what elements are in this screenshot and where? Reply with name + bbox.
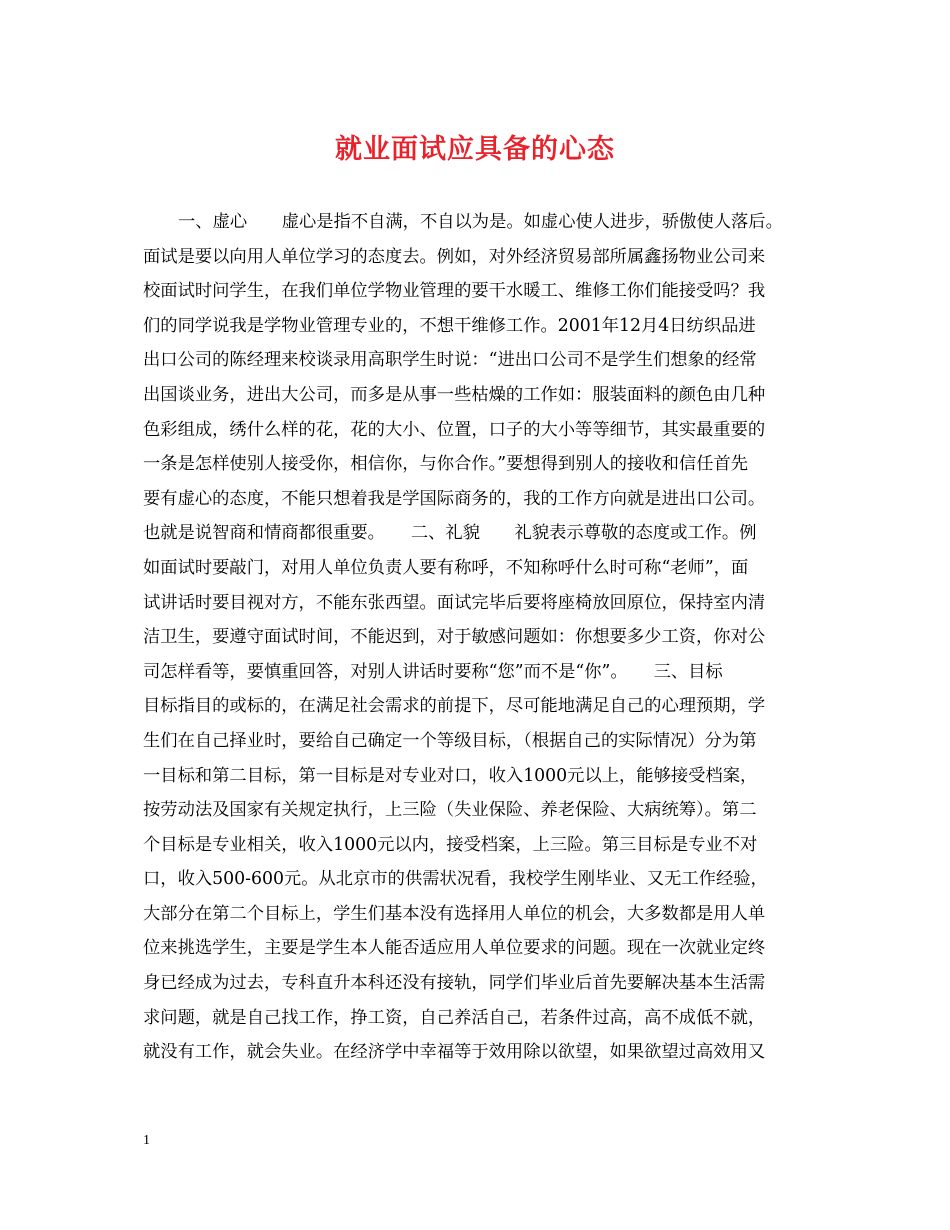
body-line: 一条是怎样使别人接受你，相信你，与你合作。”要想得到别人的接收和信任首先 [143,454,749,475]
body-line: 位来挑选学生，主要是学生本人能否适应用人单位要求的问题。现在一次就业定终 [143,938,766,959]
body-line: 身已经成为过去，专科直升本科还没有接轨，同学们毕业后首先要解决基本生活需 [143,973,766,994]
body-line: 如面试时要敲门，对用人单位负责人要有称呼，不知称呼什么时可称“老师”，面 [143,557,749,578]
body-line: 目标指目的或标的，在满足社会需求的前提下，尽可能地满足自己的心理预期，学 [143,696,766,717]
body-line: 试讲话时要目视对方，不能东张西望。面试完毕后要将座椅放回原位，保持室内清 [143,592,766,613]
body-line: 一、虚心 虚心是指不自满，不自以为是。如虚心使人进步，骄傲使人落后。 [178,212,783,232]
body-line: 出国谈业务，进出大公司，而多是从事一些枯燥的工作如：服装面料的颜色由几种 [143,384,766,405]
body-line: 求问题，就是自己找工作，挣工资，自己养活自己，若条件过高，高不成低不就， [143,1007,766,1028]
body-line: 出口公司的陈经理来校谈录用高职学生时说：“进出口公司不是学生们想象的经常 [143,350,757,371]
document-body [143,205,823,1070]
body-line: 也就是说智商和情商都很重要。 二、礼貌 礼貌表示尊敬的态度或工作。例 [143,523,757,544]
body-line: 洁卫生，要遵守面试时间，不能迟到，对于敏感问题如：你想要多少工资，你对公 [143,627,766,648]
body-line: 大部分在第二个目标上，学生们基本没有选择用人单位的机会，大多数都是用人单 [143,903,766,924]
body-line: 校面试时问学生，在我们单位学物业管理的要干水暖工、维修工你们能接受吗？我 [143,281,766,302]
body-line: 按劳动法及国家有关规定执行，上三险（失业保险、养老保险、大病统筹）。第二 [143,800,757,821]
body-line: 一目标和第二目标，第一目标是对专业对口，收入1000元以上，能够接受档案， [143,765,758,786]
page-number: 1 [143,1133,150,1148]
document-title: 就业面试应具备的心态 [335,134,615,165]
body-line: 们的同学说我是学物业管理专业的，不想干维修工作。2001年12月4日纺织品进 [143,315,756,336]
body-line: 口，收入500-600元。从北京市的供需状况看，我校学生刚毕业、又无工作经验， [143,869,768,890]
body-line: 要有虚心的态度，不能只想着我是学国际商务的，我的工作方向就是进出口公司。 [143,488,766,509]
body-line: 个目标是专业相关，收入1000元以内，接受档案，上三险。第三目标是专业不对 [143,834,758,855]
body-line: 司怎样看等，要慎重回答，对别人讲话时要称“您”而不是“你”。 三、目标 [143,661,723,682]
body-line: 色彩组成，绣什么样的花，花的大小、位置，口子的大小等等细节，其实最重要的 [143,419,766,440]
body-line: 就没有工作，就会失业。在经济学中幸福等于效用除以欲望，如果欲望过高效用又 [143,1042,766,1063]
body-line: 面试是要以向用人单位学习的态度去。例如，对外经济贸易部所属鑫扬物业公司来 [143,246,766,267]
body-line: 生们在自己择业时，要给自己确定一个等级目标，（根据自己的实际情况）分为第 [143,730,757,751]
